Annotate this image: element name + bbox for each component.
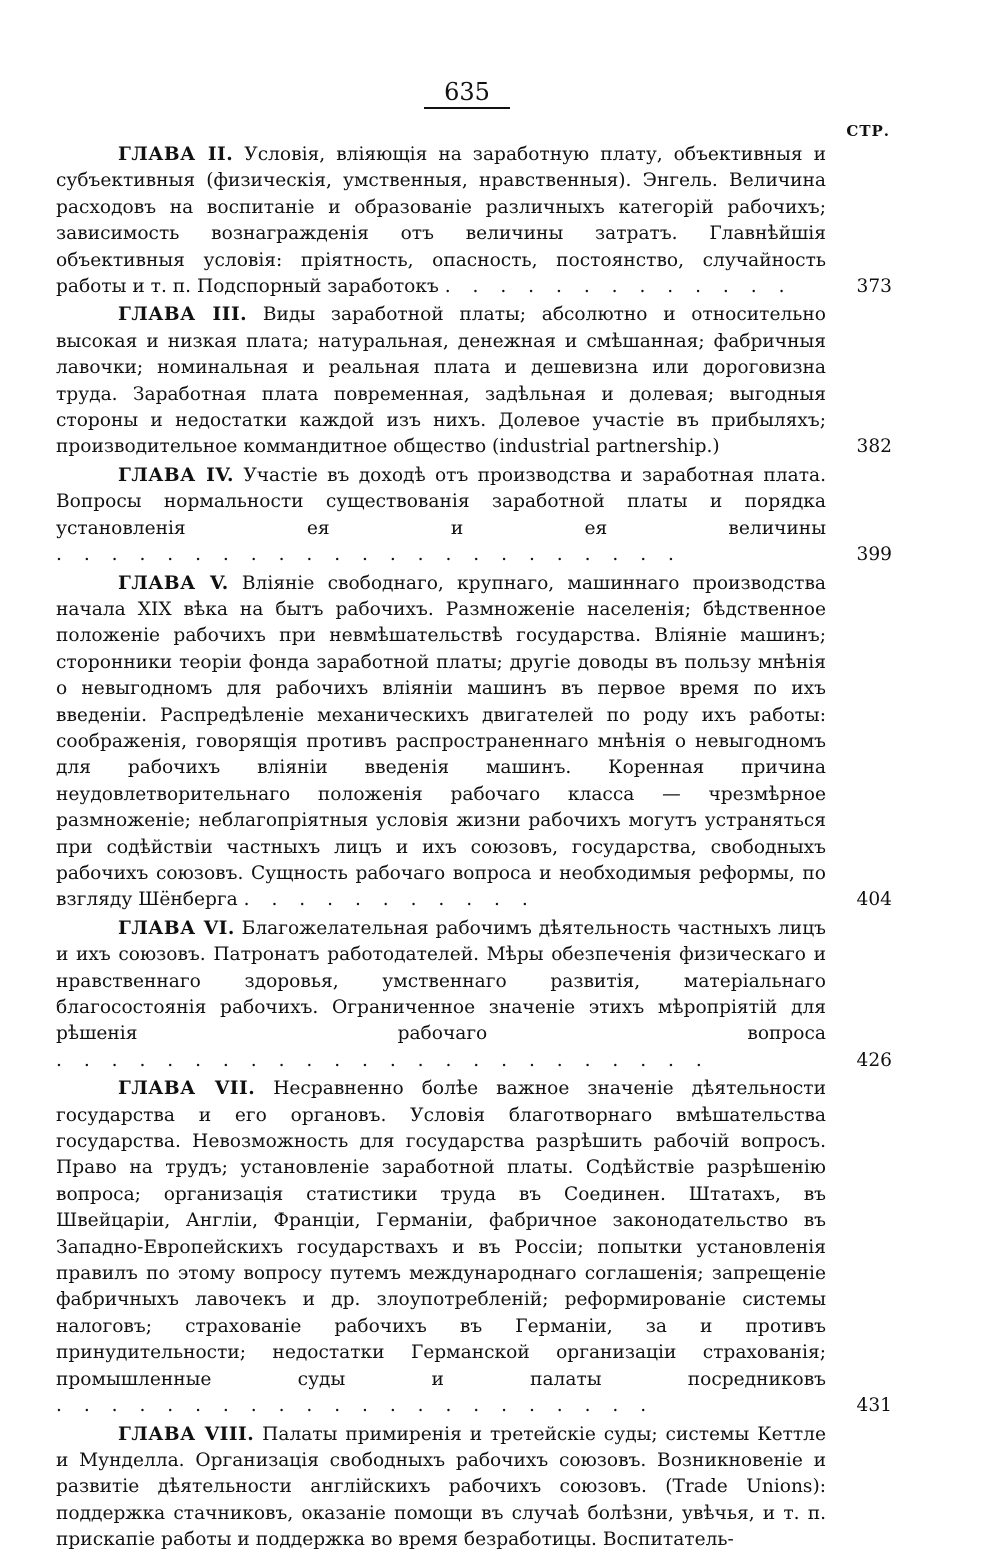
page-reference: 382 xyxy=(856,436,892,458)
chapter-summary: Участіе въ доходѣ отъ производства и заработная плата. Вопросы нормальности существованія заработной платы и порядка установленія ея и ея величины xyxy=(56,464,826,539)
toc-entry-chapter-6 xyxy=(56,916,892,1074)
entry-body xyxy=(56,142,826,300)
page-reference: 404 xyxy=(856,889,892,911)
chapter-heading: ГЛАВА VI. xyxy=(118,917,235,939)
page-number-rule xyxy=(424,107,510,109)
chapter-summary: Несравненно болѣе важное значеніе дѣятельности государства и его органовъ. Условія благотворнаго вмѣшательства государства. Невозможность для государства разрѣшить рабочій вопросъ. Право на трудъ; установленіе заработной платы. Содѣйствіе разрѣшенію вопроса; организація статистики труда въ Соединен. Штатахъ, въ Швейцаріи, Англіи, Франціи, Германіи, фабричное законодательство въ Западно-Европейскихъ государствахъ и въ Россіи; попытки установленія правилъ по этому вопросу путемъ международнаго соглашенія; запрещеніе фабричныхъ лавочекъ и др. злоупотребленій; реформированіе системы налоговъ; страхованіе рабочихъ въ Германіи, за и противъ принудительности; недостатки Германской организаціи страхованія; промышленные суды и палаты посредниковъ xyxy=(56,1078,826,1390)
entry-body xyxy=(56,571,826,914)
dot-leader: . . . . . . . . . . . . . . . . . . . . . . . . xyxy=(56,1049,710,1071)
toc-entry-chapter-3 xyxy=(56,302,892,460)
table-of-contents xyxy=(56,142,892,1554)
entry-body xyxy=(56,916,826,1074)
toc-entry-chapter-4 xyxy=(56,463,892,569)
page-reference: 373 xyxy=(856,276,892,298)
chapter-heading: ГЛАВА III. xyxy=(118,304,248,326)
toc-entry-chapter-5 xyxy=(56,571,892,914)
entry-body xyxy=(56,463,826,569)
chapter-heading: ГЛАВА VIII. xyxy=(118,1423,255,1445)
toc-entry-chapter-2 xyxy=(56,142,892,300)
page-reference: 426 xyxy=(856,1049,892,1071)
page-number: 635 xyxy=(444,78,490,106)
toc-entry-chapter-7 xyxy=(56,1076,892,1419)
chapter-summary: Условія, вліяющія на заработную плату, объективныя и субъективныя (физическія, умственныя, нравственныя). Энгель. Величина расходовъ на воспитаніе и образованіе различныхъ категорій рабочихъ; зависимость вознагражденія отъ величины затратъ. Главнѣйшія объективныя условія: пріятность, опасность, постоянство, случайность работы и т. п. Подспорный заработокъ xyxy=(56,144,827,298)
toc-entry-chapter-8 xyxy=(56,1422,892,1554)
chapter-summary: Виды заработной платы; абсолютно и относительно высокая и низкая плата; натуральная, денежная и смѣшанная; фабричныя лавочки; номинальная и реальная плата и дешевизна или дороговизна труда. Заработная плата повременная, задѣльная и долевая; выгодныя стороны и недостатки каждой изъ нихъ. Долевое участіе въ прибыляхъ; производительное коммандитное общество (industrial partnership.) xyxy=(56,304,826,458)
dot-leader: . . . . . . . . . . . . . . . . . . . . . . xyxy=(56,1395,655,1417)
page-column-label: СТР. xyxy=(846,122,890,140)
chapter-heading: ГЛАВА V. xyxy=(118,572,229,594)
entry-body xyxy=(56,1422,826,1554)
page-reference: 431 xyxy=(856,1395,892,1417)
chapter-heading: ГЛАВА VII. xyxy=(118,1078,256,1100)
chapter-heading: ГЛАВА II. xyxy=(118,144,234,165)
chapter-summary: Палаты примиренія и третейскіе суды; системы Кеттле и Мунделла. Организація свободныхъ рабочихъ союзовъ. Возникновеніе и развитіе дѣятельности англійскихъ рабочихъ союзовъ. (Trade Unions): поддержка стачниковъ, оказаніе помощи въ случаѣ болѣзни, увѣчья, и т. п. прискапіе работы и поддержка во время безработицы. Воспитатель- xyxy=(56,1423,826,1551)
chapter-summary: Благожелательная рабочимъ дѣятельность частныхъ лицъ и ихъ союзовъ. Патронатъ работодателей. Мѣры обезпеченія физическаго и нравственнаго здоровья, умственнаго развитія, матеріальнаго благосостоянія рабочихъ. Ограниченное значеніе этихъ мѣропріятій для рѣшенія рабочаго вопроса xyxy=(56,917,826,1045)
chapter-summary: Вліяніе свободнаго, крупнаго, машиннаго производства начала XIX вѣка на бытъ рабочихъ. Размноженіе населенія; бѣдственное положеніе рабочихъ при невмѣшательствѣ государства. Вліяніе машинъ; сторонники теоріи фонда заработной платы; другіе доводы въ пользу мнѣнія о невыгодномъ для рабочихъ вліяніи машинъ въ первое время по ихъ введеніи. Распредѣленіе механическихъ двигателей по роду ихъ работы: соображенія, говорящія противъ распространеннаго мнѣнія о невыгодномъ для рабочихъ вліяніи введенія машинъ. Коренная причина неудовлетворительнаго положенія рабочаго класса — чрезмѣрное размноженіе; неблагопріятныя условія жизни рабочихъ могутъ устраняться при содѣйствіи частныхъ лицъ и ихъ союзовъ, государства, свободныхъ рабочихъ союзовъ. Сущность рабочаго вопроса и необходимыя реформы, по взгляду Шёнберга xyxy=(56,572,826,911)
chapter-heading: ГЛАВА IV. xyxy=(118,464,234,486)
page-reference: 399 xyxy=(856,544,892,566)
entry-body xyxy=(56,1076,826,1419)
entry-body xyxy=(56,302,826,460)
dot-leader: . . . . . . . . . . . . . xyxy=(444,276,793,298)
dot-leader: . . . . . . . . . . . xyxy=(243,889,536,911)
dot-leader: . . . . . . . . . . . . . . . . . . . . . . . xyxy=(56,544,682,566)
